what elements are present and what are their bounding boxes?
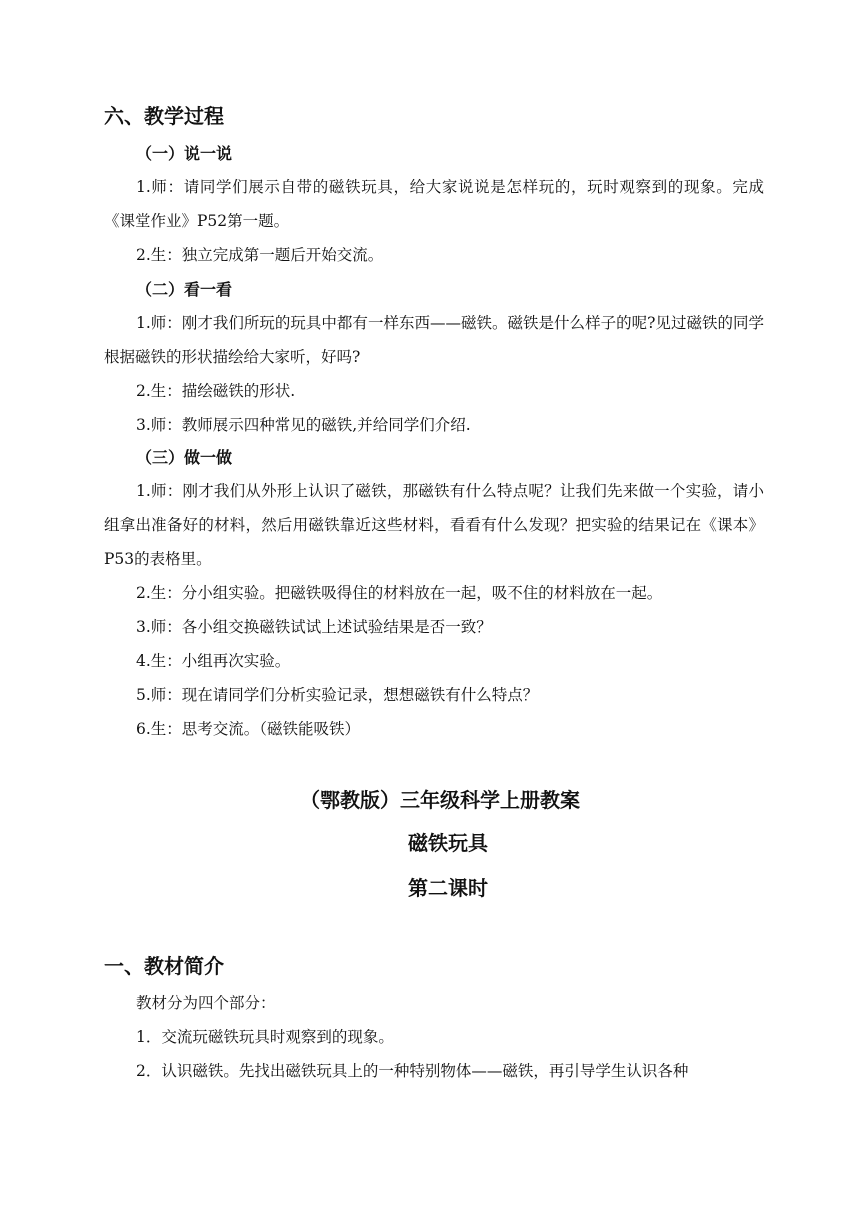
paragraph: 4.生：小组再次实验。: [136, 652, 291, 670]
paragraph: 1.师：刚才我们所玩的玩具中都有一样东西——磁铁。磁铁是什么样子的呢?见过磁铁的同学根据磁铁的形状描绘给大家听，好吗?: [104, 314, 764, 366]
paragraph: 3.师：教师展示四种常见的磁铁,并给同学们介绍.: [136, 416, 471, 434]
paragraph: 3.师：各小组交换磁铁试试上述试验结果是否一致？: [136, 618, 492, 636]
paragraph: 5.师：现在请同学们分析实验记录，想想磁铁有什么特点？: [136, 686, 539, 704]
subheading-do: （三）做一做: [136, 448, 233, 467]
lesson-topic: 磁铁玩具: [408, 831, 488, 855]
paragraph: 2.生：描绘磁铁的形状.: [136, 382, 296, 400]
lesson-period: 第二课时: [408, 876, 488, 900]
paragraph: 1.师：请同学们展示自带的磁铁玩具，给大家说说是怎样玩的，玩时观察到的现象。完成《课堂作业》P52第一题。: [104, 178, 764, 230]
subheading-look: （二）看一看: [136, 280, 233, 299]
section-heading-material-intro: 一、教材简介: [104, 954, 224, 978]
subheading-say: （一）说一说: [136, 144, 233, 163]
paragraph: 2.生：分小组实验。把磁铁吸得住的材料放在一起，吸不住的材料放在一起。: [136, 584, 663, 602]
list-item: 2．认识磁铁。先找出磁铁玩具上的一种特别物体——磁铁，再引导学生认识各种: [136, 1062, 689, 1080]
section-heading-teaching-process: 六、教学过程: [104, 104, 224, 128]
paragraph: 教材分为四个部分：: [136, 994, 276, 1012]
paragraph: 1.师：刚才我们从外形上认识了磁铁，那磁铁有什么特点呢？让我们先来做一个实验，请小组拿出准备好的材料，然后用磁铁靠近这些材料，看看有什么发现？把实验的结果记在《课本》P53的表格里。: [104, 482, 764, 568]
list-item: 1．交流玩磁铁玩具时观察到的现象。: [136, 1028, 394, 1046]
lesson-title: （鄂教版）三年级科学上册教案: [300, 788, 580, 812]
paragraph: 2.生：独立完成第一题后开始交流。: [136, 246, 384, 264]
paragraph: 6.生：思考交流。（磁铁能吸铁）: [136, 720, 361, 738]
